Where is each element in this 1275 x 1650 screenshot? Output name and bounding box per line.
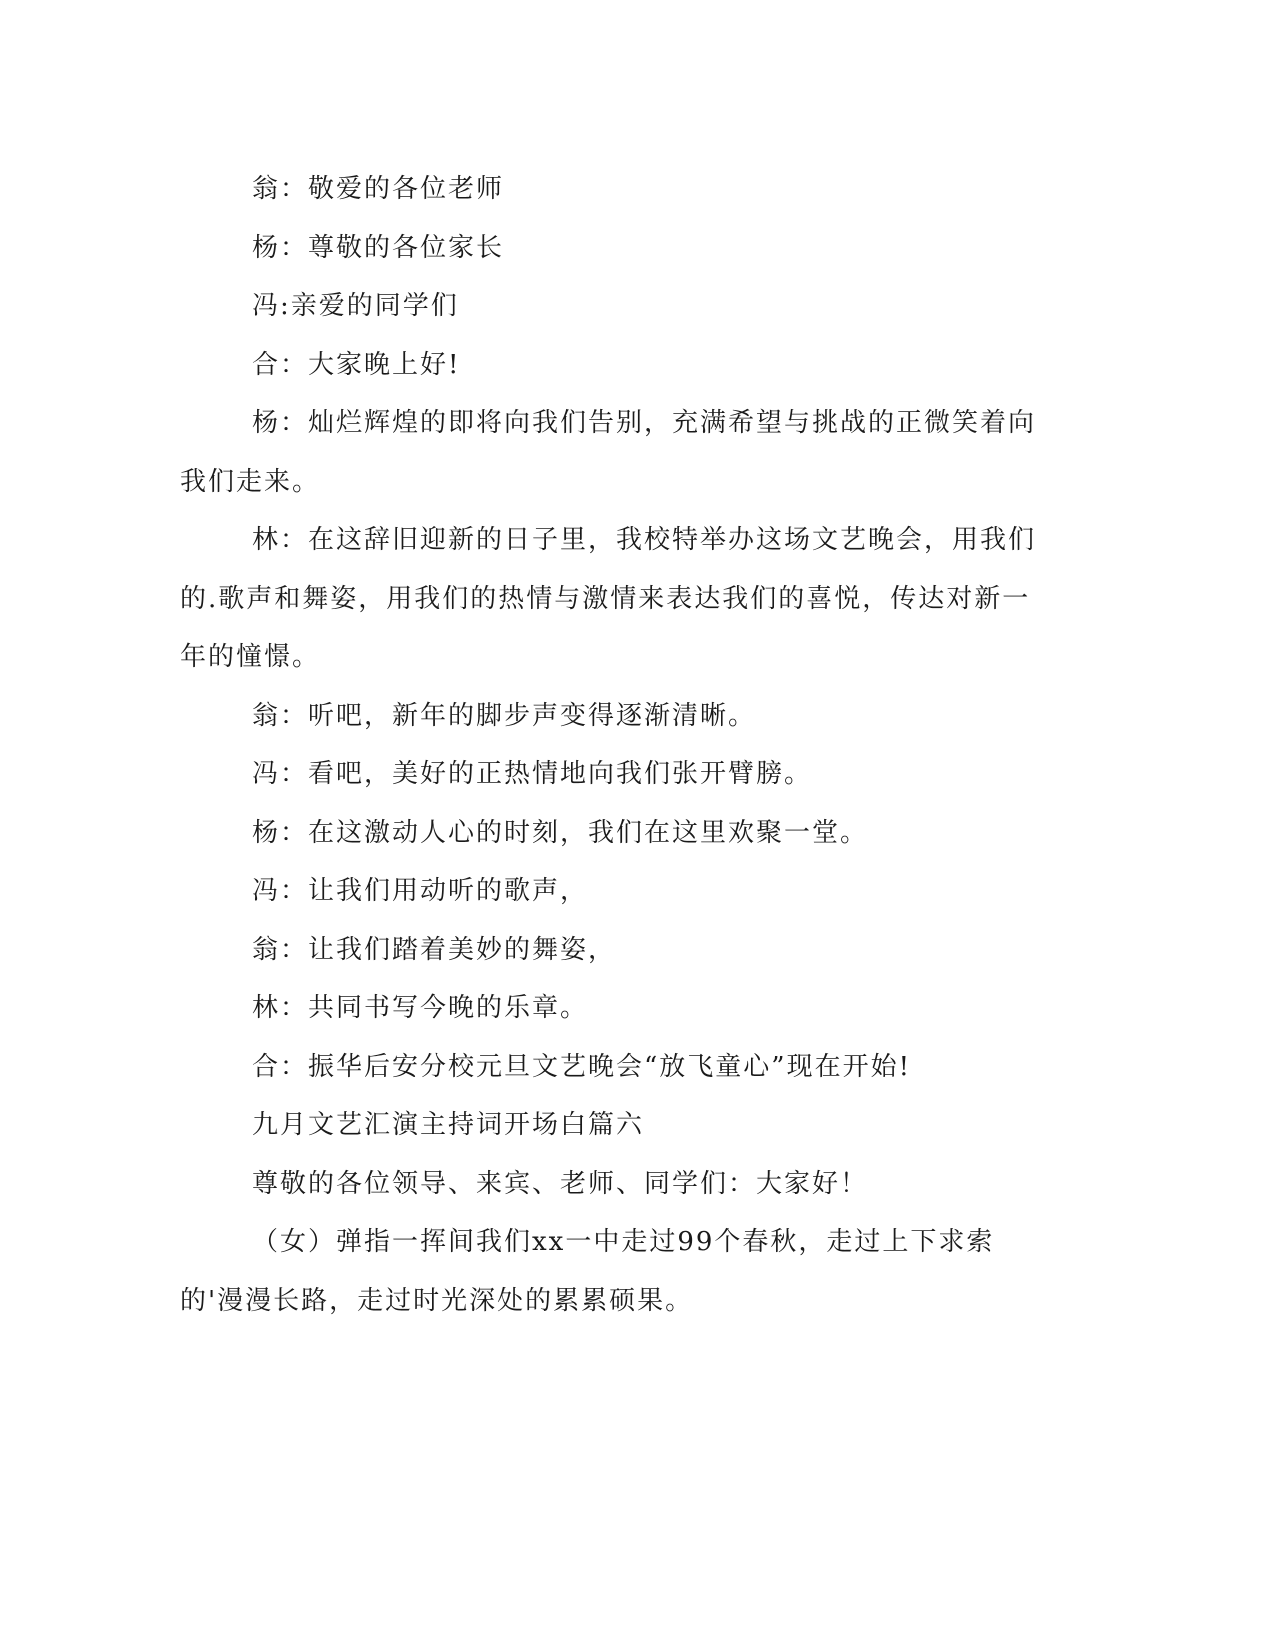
paragraph-3: 冯:亲爱的同学们 bbox=[252, 291, 459, 321]
document-body bbox=[180, 160, 1040, 1330]
paragraph-15: 尊敬的各位领导、来宾、老师、同学们：大家好！ bbox=[252, 1168, 869, 1199]
paragraph-12: 林：共同书写今晚的乐章。 bbox=[252, 993, 589, 1023]
paragraph-1: 翁：敬爱的各位老师 bbox=[252, 174, 505, 204]
paragraph-4: 合：大家晚上好! bbox=[252, 349, 461, 380]
paragraph-13: 合：振华后安分校元旦文艺晚会“放飞童心”现在开始! bbox=[252, 1051, 912, 1082]
paragraph-2: 杨：尊敬的各位家长 bbox=[252, 232, 505, 263]
paragraph-16: （女）弹指一挥间我们xx一中走过99个春秋，走过上下求索的'漫漫长路，走过时光深处的累累硕果。 bbox=[180, 1227, 995, 1316]
paragraph-7: 翁：听吧，新年的脚步声变得逐渐清晰。 bbox=[252, 700, 757, 731]
paragraph-8: 冯：看吧，美好的正热情地向我们张开臂膀。 bbox=[252, 759, 813, 789]
paragraph-6: 林：在这辞旧迎新的日子里，我校特举办这场文艺晚会，用我们的.歌声和舞姿，用我们的热情与激情来表达我们的喜悦，传达对新一年的憧憬。 bbox=[180, 525, 1037, 672]
paragraph-5: 杨：灿烂辉煌的即将向我们告别，充满希望与挑战的正微笑着向我们走来。 bbox=[180, 408, 1037, 497]
paragraph-10: 冯：让我们用动听的歌声， bbox=[252, 876, 589, 906]
paragraph-9: 杨：在这激动人心的时刻，我们在这里欢聚一堂。 bbox=[252, 817, 869, 848]
paragraph-11: 翁：让我们踏着美妙的舞姿， bbox=[252, 934, 617, 965]
section-heading: 九月文艺汇演主持词开场白篇六 bbox=[252, 1110, 645, 1140]
